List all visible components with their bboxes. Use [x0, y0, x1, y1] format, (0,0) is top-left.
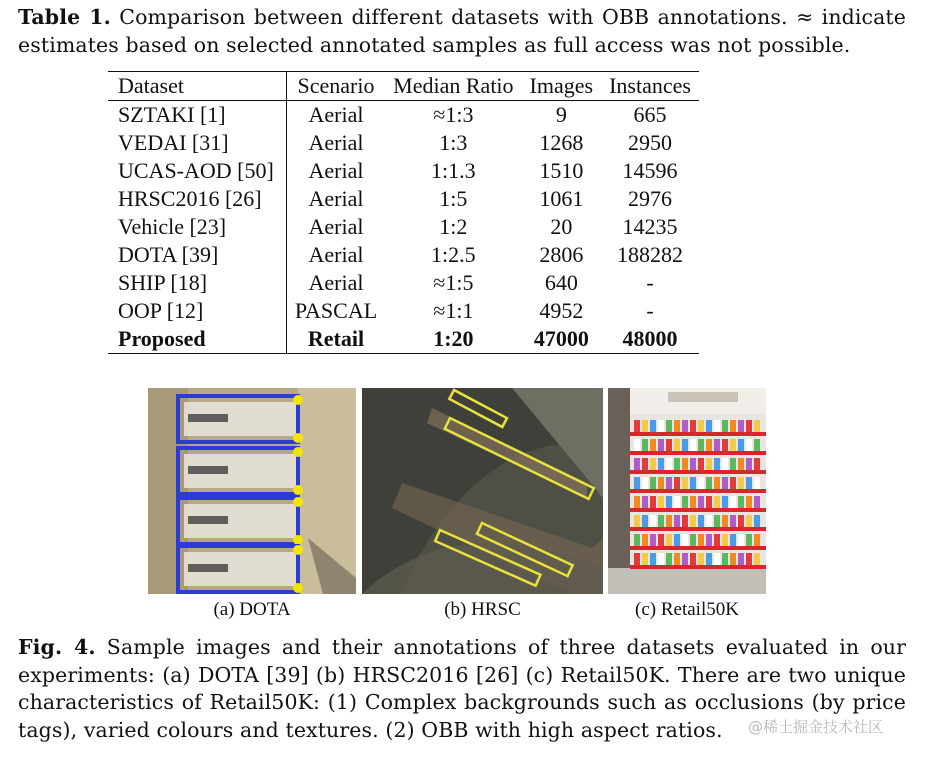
cell-images: 4952: [539, 298, 584, 323]
product: [722, 420, 728, 432]
cell-instances: -: [646, 270, 654, 295]
product: [650, 439, 656, 451]
product: [690, 439, 696, 451]
product: [722, 534, 728, 546]
table-caption-label: Table 1.: [18, 5, 111, 29]
cell-scenario: Aerial: [308, 270, 364, 295]
watermark: @稀土掘金技术社区: [748, 718, 884, 736]
product: [650, 534, 656, 546]
dota-corner-dot: [293, 583, 303, 593]
product: [674, 496, 680, 508]
product: [722, 515, 728, 527]
cell-median-ratio: 1:1.3: [431, 158, 476, 183]
table-row: [108, 185, 699, 213]
cell-scenario: Aerial: [308, 186, 364, 211]
dota-corner-dot: [293, 545, 303, 555]
product: [754, 515, 760, 527]
product: [754, 477, 760, 489]
product: [674, 458, 680, 470]
product: [714, 477, 720, 489]
sublabel-retail50k: (c) Retail50K: [635, 599, 739, 620]
cell-scenario: Aerial: [308, 130, 364, 155]
product: [682, 458, 688, 470]
product: [690, 553, 696, 565]
product: [746, 477, 752, 489]
product: [698, 515, 704, 527]
product: [650, 477, 656, 489]
product: [738, 515, 744, 527]
cell-dataset: SHIP [18]: [108, 269, 286, 297]
cell-dataset: DOTA [39]: [108, 241, 286, 269]
figure-caption-label: Fig. 4.: [18, 635, 96, 659]
product: [650, 515, 656, 527]
product: [690, 458, 696, 470]
product: [706, 553, 712, 565]
header-instances: Instances: [601, 72, 699, 101]
product: [666, 458, 672, 470]
dota-corner-dot: [293, 395, 303, 405]
product: [754, 534, 760, 546]
product: [658, 439, 664, 451]
product: [658, 477, 664, 489]
table-row: [108, 297, 699, 325]
cell-scenario: Aerial: [308, 158, 364, 183]
product: [682, 553, 688, 565]
product: [674, 515, 680, 527]
product: [706, 477, 712, 489]
product: [706, 496, 712, 508]
product: [642, 439, 648, 451]
product: [682, 534, 688, 546]
product: [690, 515, 696, 527]
product: [634, 458, 640, 470]
product: [658, 553, 664, 565]
shelf-edge: [630, 527, 766, 531]
cell-median-ratio: 1:3: [439, 130, 468, 155]
product: [642, 515, 648, 527]
product: [754, 553, 760, 565]
product: [682, 515, 688, 527]
product: [650, 458, 656, 470]
product: [690, 477, 696, 489]
dota-corner-dot: [293, 535, 303, 545]
header-median-ratio: Median Ratio: [385, 72, 521, 101]
product: [690, 534, 696, 546]
hrsc-sample-image: [362, 388, 603, 594]
product: [658, 420, 664, 432]
product: [706, 439, 712, 451]
product: [738, 439, 744, 451]
product: [642, 420, 648, 432]
product: [730, 458, 736, 470]
product: [738, 477, 744, 489]
product: [706, 515, 712, 527]
cell-scenario: Aerial: [308, 242, 364, 267]
table-row: [108, 157, 699, 185]
product: [698, 496, 704, 508]
sublabel-hrsc: (b) HRSC: [444, 599, 521, 620]
product: [706, 458, 712, 470]
product: [746, 458, 752, 470]
product: [674, 477, 680, 489]
product: [738, 496, 744, 508]
header-images: Images: [522, 72, 602, 101]
product: [666, 553, 672, 565]
product: [714, 553, 720, 565]
product: [698, 420, 704, 432]
table-row: [108, 213, 699, 241]
cell-dataset: UCAS-AOD [50]: [108, 157, 286, 185]
cell-median-ratio: 1:2: [439, 214, 468, 239]
comparison-table: [108, 71, 699, 354]
cell-median-ratio: 1:5: [439, 186, 468, 211]
product: [634, 553, 640, 565]
product: [690, 420, 696, 432]
product: [682, 477, 688, 489]
product: [730, 515, 736, 527]
product: [730, 496, 736, 508]
dota-corner-dot: [293, 497, 303, 507]
product: [666, 496, 672, 508]
product: [634, 477, 640, 489]
cell-scenario: Aerial: [308, 102, 364, 127]
table-header-row: [108, 72, 699, 101]
product: [674, 534, 680, 546]
product: [690, 496, 696, 508]
cell-dataset: SZTAKI [1]: [108, 101, 286, 130]
cell-instances: 665: [633, 102, 667, 127]
product: [746, 439, 752, 451]
product: [714, 458, 720, 470]
shelf-edge: [630, 432, 766, 436]
table-row: [108, 241, 699, 269]
product: [722, 496, 728, 508]
cell-images: 20: [550, 214, 573, 239]
product: [698, 439, 704, 451]
product: [666, 420, 672, 432]
product: [634, 534, 640, 546]
product: [634, 439, 640, 451]
product: [730, 420, 736, 432]
shelf-edge: [630, 565, 766, 569]
cell-instances: 48000: [601, 325, 699, 354]
product: [642, 534, 648, 546]
helicopter-shadow: [188, 414, 228, 422]
table-row: [108, 325, 699, 354]
product: [682, 496, 688, 508]
product: [714, 439, 720, 451]
product: [706, 534, 712, 546]
cell-images: 1268: [539, 130, 584, 155]
product: [738, 458, 744, 470]
product: [754, 496, 760, 508]
product: [666, 515, 672, 527]
table-caption: [18, 4, 906, 59]
product: [754, 458, 760, 470]
product: [634, 420, 640, 432]
cell-images: 1061: [539, 186, 584, 211]
cell-dataset: Vehicle [23]: [108, 213, 286, 241]
product: [642, 496, 648, 508]
product: [698, 458, 704, 470]
product: [746, 534, 752, 546]
product: [714, 515, 720, 527]
shelf-edge: [630, 508, 766, 512]
product: [714, 534, 720, 546]
product: [650, 496, 656, 508]
product: [674, 553, 680, 565]
product: [730, 477, 736, 489]
product: [658, 458, 664, 470]
table-row: [108, 269, 699, 297]
cell-median-ratio: ≈1:1: [433, 298, 474, 323]
dota-annotation-boxes: [178, 395, 303, 593]
cell-instances: 14235: [622, 214, 678, 239]
product: [666, 534, 672, 546]
cell-instances: -: [646, 298, 654, 323]
product: [698, 553, 704, 565]
cell-images: 9: [555, 102, 567, 127]
cell-images: 2806: [539, 242, 584, 267]
product: [650, 553, 656, 565]
dota-sample-image: [148, 388, 356, 594]
product: [738, 553, 744, 565]
product: [746, 515, 752, 527]
product: [754, 439, 760, 451]
product: [666, 439, 672, 451]
header-scenario: Scenario: [286, 72, 385, 101]
shelf-edge: [630, 489, 766, 493]
product: [730, 439, 736, 451]
product: [714, 496, 720, 508]
product: [658, 534, 664, 546]
shelf-edge: [630, 470, 766, 474]
product: [642, 477, 648, 489]
product: [682, 439, 688, 451]
retail50k-sample-image: [608, 388, 766, 594]
dota-corner-dot: [293, 447, 303, 457]
figure-caption-text: Sample images and their annotations of three datasets evaluated in our experiments: (a) DOTA [39] (b) HRSC2016 [26] (c) Retail50K. There are two unique characteristics of Retail50K: (1) Complex backgrounds such as occlusions (by price tags), varied colours and textures. (2) OBB with high aspect ratios.: [18, 635, 906, 742]
cell-instances: 2950: [628, 130, 672, 155]
cell-dataset: VEDAI [31]: [108, 129, 286, 157]
cell-median-ratio: 1:2.5: [431, 242, 476, 267]
product: [682, 420, 688, 432]
cell-scenario: Retail: [286, 325, 385, 354]
product: [722, 458, 728, 470]
product: [658, 496, 664, 508]
shelf-edge: [630, 451, 766, 455]
dota-corner-dot: [293, 433, 303, 443]
cell-median-ratio: ≈1:5: [433, 270, 474, 295]
product: [738, 534, 744, 546]
sublabel-dota: (a) DOTA: [213, 599, 291, 620]
product: [642, 553, 648, 565]
table-row: [108, 101, 699, 130]
product: [730, 534, 736, 546]
helicopter-shadow: [188, 564, 228, 572]
product: [642, 458, 648, 470]
cell-instances: 14596: [622, 158, 678, 183]
cell-median-ratio: ≈1:3: [433, 102, 474, 127]
table-caption-text: Comparison between different datasets with OBB annotations. ≈ indicate estimates based on selected annotated samples as full access was not possible.: [18, 5, 906, 57]
product: [658, 515, 664, 527]
helicopter-shadow: [188, 516, 228, 524]
cell-scenario: PASCAL: [294, 298, 378, 323]
header-dataset: Dataset: [108, 72, 286, 101]
product: [650, 420, 656, 432]
table-row: [108, 129, 699, 157]
product: [738, 420, 744, 432]
product: [674, 439, 680, 451]
cell-median-ratio: 1:20: [385, 325, 521, 354]
product: [722, 477, 728, 489]
cell-instances: 2976: [628, 186, 672, 211]
product: [698, 534, 704, 546]
product: [634, 496, 640, 508]
cell-dataset: Proposed: [108, 325, 286, 354]
product: [674, 420, 680, 432]
shelf-edge: [630, 546, 766, 550]
product: [730, 553, 736, 565]
product: [754, 420, 760, 432]
dota-corner-dot: [293, 485, 303, 495]
helicopter-shadow: [188, 466, 228, 474]
cell-images: 47000: [522, 325, 602, 354]
product: [746, 496, 752, 508]
cell-images: 640: [544, 270, 578, 295]
cell-dataset: HRSC2016 [26]: [108, 185, 286, 213]
product: [746, 420, 752, 432]
product: [722, 553, 728, 565]
product: [698, 477, 704, 489]
table-body: [108, 101, 699, 354]
product: [666, 477, 672, 489]
product: [714, 420, 720, 432]
product: [706, 420, 712, 432]
product: [722, 439, 728, 451]
cell-scenario: Aerial: [308, 214, 364, 239]
cell-images: 1510: [539, 158, 584, 183]
cell-instances: 188282: [617, 242, 683, 267]
product: [634, 515, 640, 527]
cell-dataset: OOP [12]: [108, 297, 286, 325]
product: [746, 553, 752, 565]
